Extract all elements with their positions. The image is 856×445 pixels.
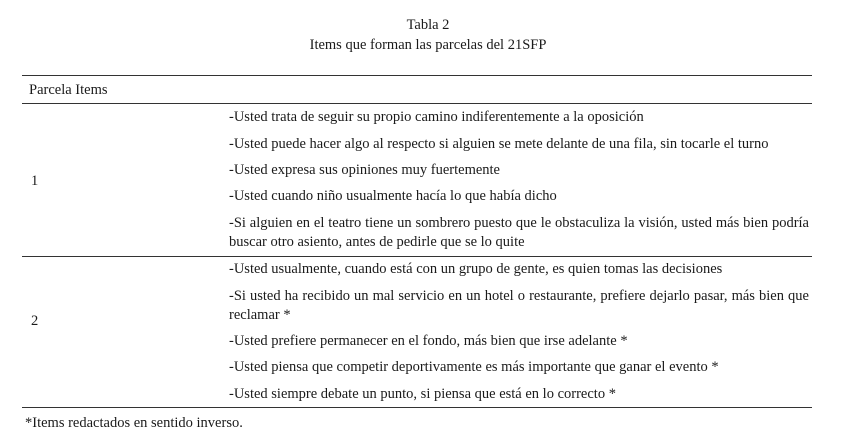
table-top-rule (22, 75, 812, 76)
parcel-1-item-5: -Si alguien en el teatro tiene un sombrero puesto que le obstaculiza la visión, usted más bien podría buscar otro asiento, antes de pedirle que se lo quite (229, 215, 809, 250)
parcel-1-item-3: -Usted expresa sus opiniones muy fuertemente (229, 162, 500, 178)
parcel-2-item-4: -Usted piensa que competir deportivamente es más importante que ganar el evento * (229, 359, 719, 375)
table-bottom-rule (22, 407, 812, 408)
parcel-1-item-4: -Usted cuando niño usualmente hacía lo que había dicho (229, 188, 557, 204)
table-caption-title: Items que forman las parcelas del 21SFP (309, 37, 547, 53)
parcel-separator-rule (22, 256, 812, 257)
table-footnote: *Items redactados en sentido inverso. (25, 415, 243, 431)
parcel-2-item-1: -Usted usualmente, cuando está con un grupo de gente, es quien tomas las decisiones (229, 261, 723, 277)
parcel-1-number: 1 (31, 173, 39, 189)
parcel-2-item-2: -Si usted ha recibido un mal servicio en un hotel o restaurante, prefiere dejarlo pasar, más bien que reclamar * (229, 288, 809, 323)
table-caption-number: Tabla 2 (406, 17, 450, 33)
parcel-2-item-5: -Usted siempre debate un punto, si piensa que está en lo correcto * (229, 386, 616, 402)
parcel-1-item-2: -Usted puede hacer algo al respecto si alguien se mete delante de una fila, sin tocarle el turno (229, 136, 769, 152)
parcel-2-number: 2 (31, 313, 39, 329)
parcel-1-item-1: -Usted trata de seguir su propio camino indiferentemente a la oposición (229, 109, 644, 125)
table-header: Parcela Items (29, 82, 108, 98)
parcel-2-item-3: -Usted prefiere permanecer en el fondo, más bien que irse adelante * (229, 333, 628, 349)
table-header-rule (22, 103, 812, 104)
